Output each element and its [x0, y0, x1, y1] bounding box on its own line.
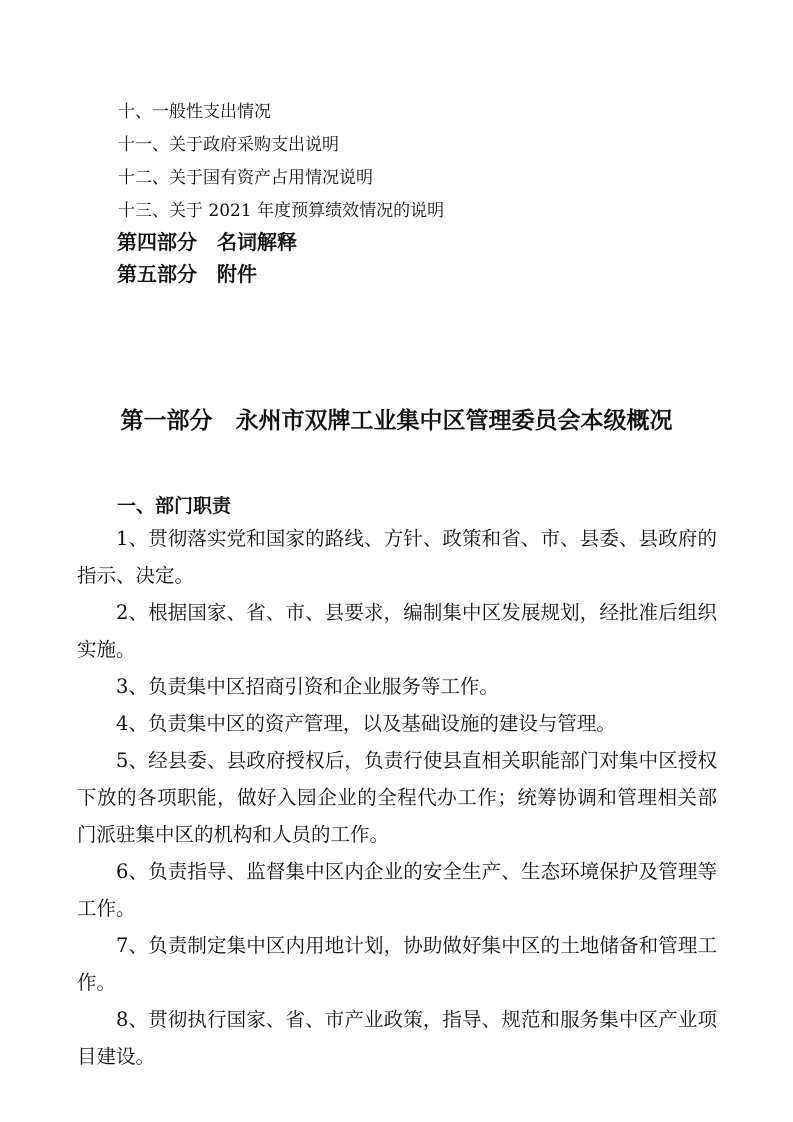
part-one-title: 第一部分 永州市双牌工业集中区管理委员会本级概况	[120, 408, 673, 434]
duty-paragraph-6: 6、负责指导、监督集中区内企业的安全生产、生态环境保护及管理等工作。	[77, 860, 717, 920]
duty-paragraph-8: 8、贯彻执行国家、省、市产业政策，指导、规范和服务集中区产业项目建设。	[77, 1008, 717, 1068]
toc-item-12: 十二、关于国有资产占用情况说明	[118, 168, 373, 188]
duty-paragraph-2: 2、根据国家、省、市、县要求，编制集中区发展规划，经批准后组织实施。	[77, 601, 717, 661]
toc-part-five: 第五部分 附件	[117, 262, 257, 286]
duty-paragraph-3: 3、负责集中区招商引资和企业服务等工作。	[116, 675, 499, 698]
section-heading-duties: 一、部门职责	[117, 495, 232, 517]
toc-item-13: 十三、关于 2021 年度预算绩效情况的说明	[118, 201, 445, 221]
duty-paragraph-5: 5、经县委、县政府授权后，负责行使县直相关职能部门对集中区授权下放的各项职能，做好入园企业的全程代办工作；统筹协调和管理相关部门派驻集中区的机构和人员的工作。	[77, 749, 717, 846]
toc-item-10: 十、一般性支出情况	[118, 102, 271, 122]
duty-paragraph-4: 4、负责集中区的资产管理，以及基础设施的建设与管理。	[116, 712, 616, 735]
toc-item-11: 十一、关于政府采购支出说明	[118, 135, 339, 155]
duty-paragraph-1: 1、贯彻落实党和国家的路线、方针、政策和省、市、县委、县政府的指示、决定。	[77, 527, 717, 587]
duty-paragraph-7: 7、负责制定集中区内用地计划，协助做好集中区的土地储备和管理工作。	[77, 934, 717, 994]
toc-part-four: 第四部分 名词解释	[117, 230, 297, 254]
